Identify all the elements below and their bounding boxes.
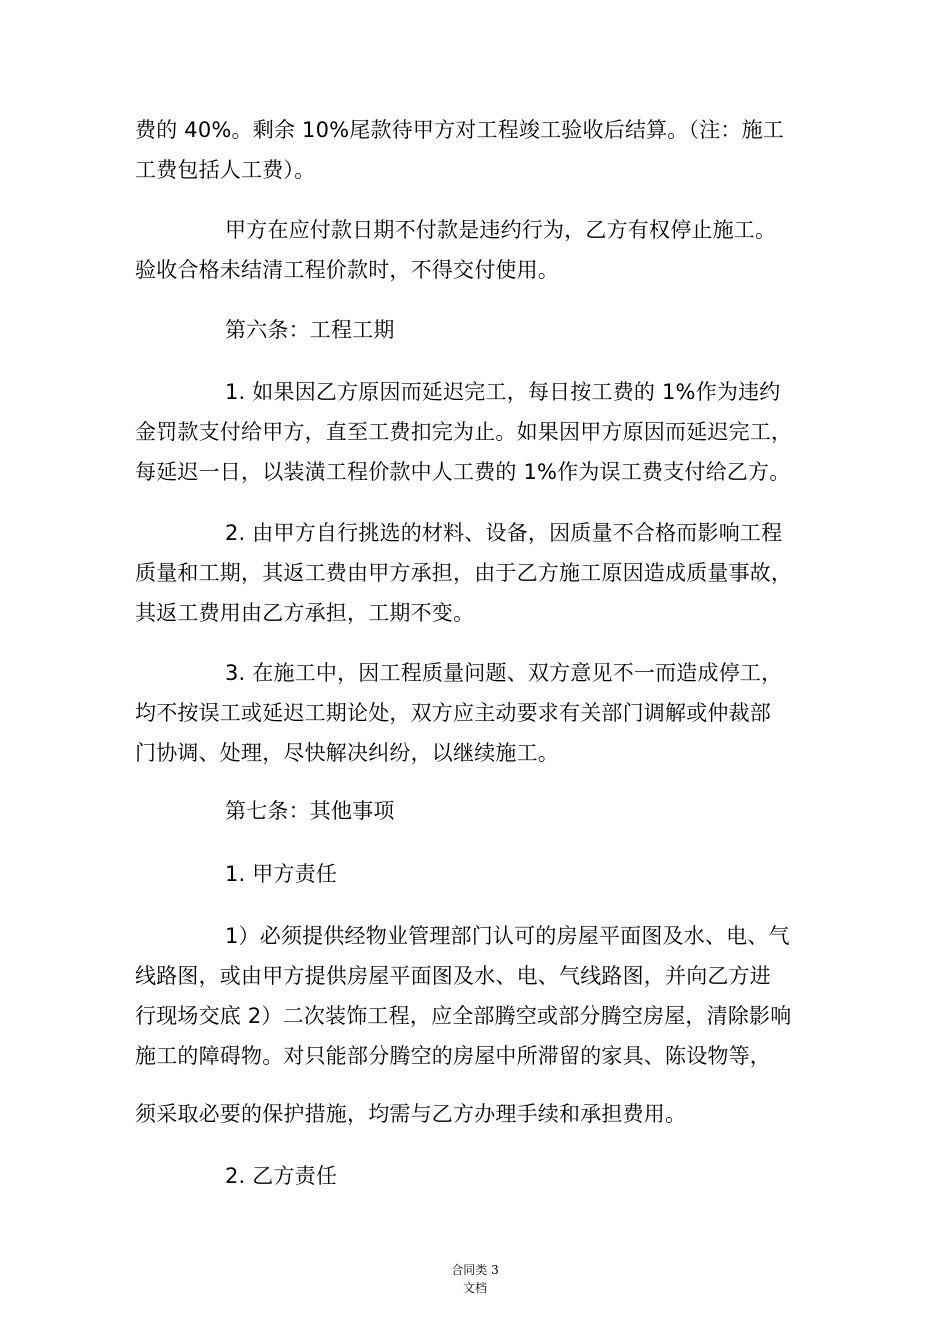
text-line: 甲方在应付款日期不付款是违约行为，乙方有权停止施工。 [225,218,777,242]
paragraph-late-payment [135,210,825,290]
text-line: 质量和工期，其返工费由甲方承担，由于乙方施工原因造成质量事故， [135,561,793,585]
text-line: 工费包括人工费）。 [135,158,316,182]
text-line: 施工的障碍物。对只能部分腾空的房屋中所滞留的家具、陈设物等， [135,1044,771,1068]
paragraph-item-2-materials [135,513,825,633]
text-line: 金罚款支付给甲方，直至工费扣完为止。如果因甲方原因而延迟完工， [135,420,793,444]
text-line: 第七条：其他事项 [225,799,395,823]
page-footer [0,1261,950,1297]
footer-page-label: 合同类 3 [451,1263,499,1277]
text-line: 费的 40%。剩余 10%尾款待甲方对工程竣工验收后结算。（注：施工 [135,118,784,142]
text-line: 须采取必要的保护措施，均需与乙方办理手续和承担费用。 [135,1102,687,1126]
text-line: 行现场交底 2）二次装饰工程，应全部腾空或部分腾空房屋，清除影响 [135,1004,792,1028]
text-line: 1. 如果因乙方原因而延迟完工，每日按工费的 1%作为违约 [225,380,781,404]
heading-article-seven [135,791,825,831]
text-line: 线路图，或由甲方提供房屋平面图及水、电、气线路图，并向乙方进 [135,964,771,988]
text-line: 验收合格未结清工程价款时，不得交付使用。 [135,258,559,282]
text-line: 每延迟一日，以装潢工程价款中人工费的 1%作为误工费支付给乙方。 [135,460,791,484]
text-line: 门协调、处理，尽快解决纠纷，以继续施工。 [135,741,559,765]
heading-party-b-duties [135,1156,825,1196]
text-line: 第六条：工程工期 [225,318,395,342]
text-line: 3. 在施工中，因工程质量问题、双方意见不一而造成停工， [225,661,783,685]
paragraph-item-1-delay [135,372,825,492]
text-line: 1. 甲方责任 [225,862,338,886]
text-line: 2. 乙方责任 [225,1164,338,1188]
heading-article-six [135,310,825,350]
paragraph-party-a-duty-details [135,916,825,1076]
heading-party-a-duties [135,854,825,894]
text-line: 均不按误工或延迟工期论处，双方应主动要求有关部门调解或仲裁部 [135,701,771,725]
text-line: 2. 由甲方自行挑选的材料、设备，因质量不合格而影响工程 [225,521,783,545]
paragraph-protection-measures [135,1094,825,1134]
paragraph-item-3-stoppage [135,653,825,773]
text-line: 其返工费用由乙方承担，工期不变。 [135,601,475,625]
paragraph-payment-remainder [135,110,825,190]
footer-doc-label: 文档 [462,1281,487,1295]
text-line: 1）必须提供经物业管理部门认可的房屋平面图及水、电、气 [225,924,790,948]
